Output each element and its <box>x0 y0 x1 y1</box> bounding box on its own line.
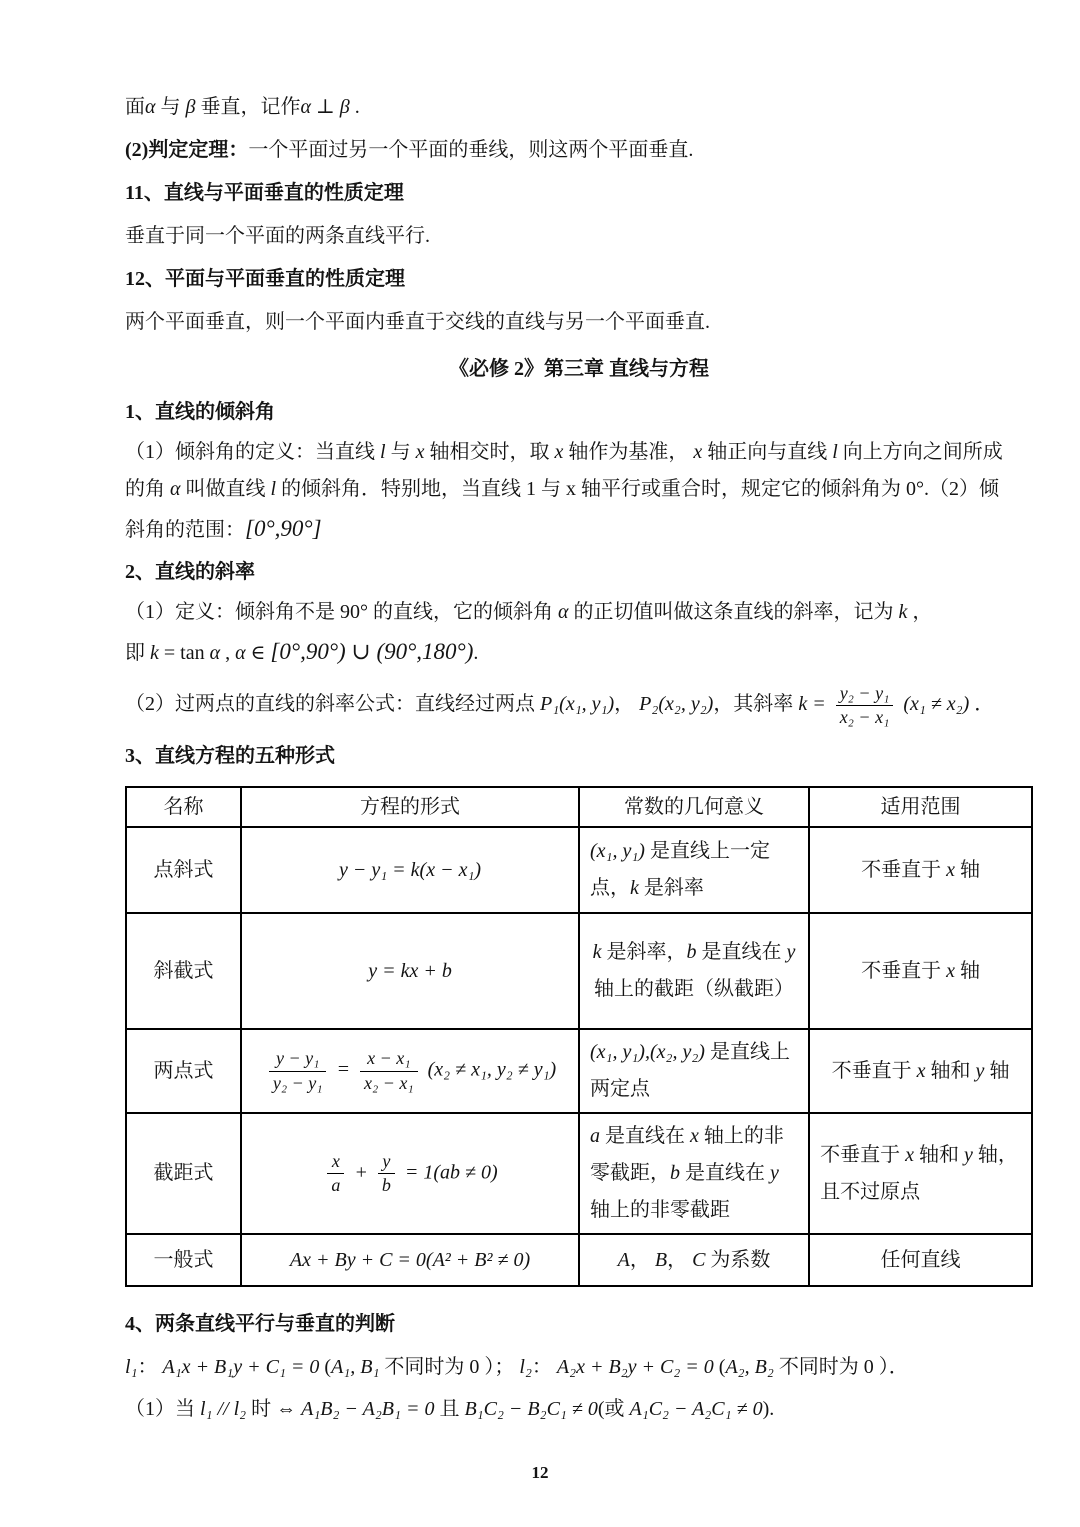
text-segment: . <box>473 641 479 664</box>
text-segment: ( <box>713 1356 726 1379</box>
header-equation-form: 方程的形式 <box>241 787 579 827</box>
text-segment: 轴 <box>984 1059 1010 1082</box>
text-segment: （1）当 <box>125 1398 200 1421</box>
text-segment: 即 <box>125 641 150 664</box>
row1-meaning <box>579 827 809 913</box>
table-row-general <box>126 1234 1032 1286</box>
text-segment: 与 <box>385 441 416 463</box>
s4-parallel-condition <box>125 1388 1033 1430</box>
text-segment: 不垂直于 <box>831 1059 917 1082</box>
text-segment: a <box>589 1125 600 1148</box>
text-segment: A <box>617 1248 630 1271</box>
text-segment: (2)判定定理： <box>125 139 249 161</box>
row2-formula: y = kx + b <box>368 959 452 982</box>
text-segment: A₁B₂ − A₂B₁ = 0 <box>301 1398 435 1421</box>
fraction-x-over-a <box>327 1150 344 1198</box>
text-segment: ， <box>907 600 933 623</box>
row4-equals-condition: = 1(ab ≠ 0) <box>404 1161 498 1184</box>
text-segment: 轴和 <box>925 1059 976 1082</box>
header-constant-meaning: 常数的几何意义 <box>579 787 809 827</box>
text-segment: l₁ // l₂ <box>200 1398 247 1421</box>
text-segment: l₁ <box>125 1356 138 1379</box>
text-segment: [0°,90°) ∪ (90°,180°) <box>270 638 474 664</box>
text-segment: 不同时为 0 ）； <box>379 1356 520 1379</box>
text-segment: x <box>905 1143 914 1166</box>
row4-formula <box>241 1113 579 1234</box>
slope-formula-intro <box>125 693 798 715</box>
text-segment: α <box>145 96 156 118</box>
row3-name: 两点式 <box>126 1029 241 1113</box>
paragraph-plane-perpendicular <box>125 86 1033 129</box>
s1-paragraph-line3 <box>125 508 1033 551</box>
text-segment: β <box>185 96 196 118</box>
paragraph-judgment-theorem <box>125 129 1033 172</box>
plus-sign: + <box>354 1161 368 1184</box>
text-segment: 的倾斜角．特别地，当直线 1 与 x 轴平行或重合时，规定它的倾斜角为 0°.（2）倾 <box>276 478 1000 500</box>
text-segment: 轴作为基准， <box>563 441 694 463</box>
row3-formula <box>241 1029 579 1113</box>
text-segment: 是直线在 <box>696 941 787 964</box>
text-segment: A₂x + B₂y + C₂ = 0 <box>556 1356 714 1379</box>
text-segment: y <box>963 1143 973 1166</box>
page-number: 12 <box>531 1463 549 1482</box>
text-segment: C <box>692 1248 706 1271</box>
fraction-numerator: x − x₁ <box>360 1047 418 1071</box>
fraction-numerator: x <box>327 1150 344 1174</box>
line-equation-forms-table <box>125 786 1033 1287</box>
text-segment: 轴 <box>954 858 980 881</box>
text-segment: 一个平面过另一个平面的垂线，则这两个平面垂直. <box>248 139 694 161</box>
text-segment: 是斜率 <box>638 877 704 900</box>
text-segment: ). <box>762 1398 775 1421</box>
text-segment: （1）定义：倾斜角不是 90° 的直线，它的倾斜角 <box>125 600 558 623</box>
section-heading-2: 2、直线的斜率 <box>125 560 255 583</box>
fraction-denominator: x₂ − x₁ <box>839 707 890 727</box>
row1-formula: y − y₁ = k(x − x₁) <box>338 858 482 881</box>
text-segment: (x₁, y₁),(x₂, y₂) <box>589 1041 705 1064</box>
text-segment: 不垂直于 <box>861 858 947 881</box>
text-segment: α <box>235 641 246 664</box>
section-heading-3: 3、直线方程的五种形式 <box>125 745 335 768</box>
fraction-left <box>269 1047 327 1095</box>
text-segment: l₂ <box>519 1356 532 1379</box>
text-segment: α <box>170 478 181 500</box>
text-segment: k <box>629 877 639 900</box>
text-segment: 且 <box>434 1398 465 1421</box>
row3-condition: (x₂ ≠ x₁, y₂ ≠ y₁) <box>427 1058 557 1081</box>
text-segment: 叫做直线 <box>180 478 271 500</box>
fraction-numerator: y <box>378 1150 395 1174</box>
text-segment: 与 <box>155 96 186 118</box>
row5-formula: Ax + By + C = 0(A² + B² ≠ 0) <box>289 1248 531 1271</box>
text-segment: x <box>946 959 955 982</box>
text-segment: x <box>693 441 703 463</box>
section-heading-1: 1、直线的倾斜角 <box>125 401 275 423</box>
section-heading-12: 12、平面与平面垂直的性质定理 <box>125 268 405 290</box>
text-segment: (x₁, y₁) <box>589 840 645 863</box>
paragraph-12: 两个平面垂直，则一个平面内垂直于交线的直线与另一个平面垂直. <box>125 311 710 333</box>
text-segment: , <box>220 641 236 664</box>
text-segment: y <box>769 1162 779 1185</box>
text-segment: 面 <box>125 96 145 118</box>
text-segment: y <box>975 1059 985 1082</box>
text-segment: 轴，且不过原点 <box>820 1143 1018 1203</box>
text-segment: 任何直线 <box>880 1248 961 1271</box>
row3-scope <box>809 1029 1032 1113</box>
text-segment: x <box>916 1059 926 1082</box>
row4-scope <box>809 1113 1032 1234</box>
fraction-numerator: y − y₁ <box>269 1047 327 1071</box>
text-segment: 不垂直于 <box>820 1143 906 1166</box>
table-row-intercept <box>126 1113 1032 1234</box>
text-segment: 的角 <box>125 478 170 500</box>
text-segment: 不同时为 0 ）． <box>773 1356 909 1379</box>
text-segment: （2）过两点的直线的斜率公式：直线经过两点 <box>125 693 540 716</box>
s2-definition-line <box>125 594 1033 631</box>
s4-lines-definition <box>125 1346 1033 1388</box>
fraction-y-over-b <box>378 1150 395 1198</box>
table-row-slope-intercept <box>126 913 1032 1029</box>
text-segment: 时 ⇔ <box>246 1398 302 1421</box>
text-segment: 是直线上一定点， <box>589 840 770 900</box>
text-segment: ， <box>614 693 640 716</box>
text-segment: 为系数 <box>705 1248 771 1271</box>
row2-name: 斜截式 <box>126 913 241 1029</box>
paragraph-11: 垂直于同一个平面的两条直线平行. <box>125 225 430 247</box>
text-segment: (或 <box>597 1398 630 1421</box>
slope-condition: (x₁ ≠ x₂) <box>903 693 970 716</box>
fraction-right <box>360 1047 418 1095</box>
text-segment: 轴正向与直线 <box>702 441 833 463</box>
text-segment: ∈ <box>245 641 271 664</box>
text-segment: 轴上的非零截距， <box>589 1125 784 1185</box>
text-segment: . <box>349 96 360 118</box>
text-segment: 轴上的非零截距 <box>589 1199 730 1222</box>
slope-formula-end: ． <box>974 693 995 716</box>
s2-tan-formula-line <box>125 631 1033 674</box>
text-segment: x <box>554 441 564 463</box>
equals-sign: = <box>336 1058 350 1081</box>
text-segment: 向上方向之间所成 <box>837 441 1003 463</box>
text-segment: ： <box>531 1356 557 1379</box>
text-segment: ，其斜率 <box>713 693 799 716</box>
text-segment: x <box>415 441 425 463</box>
text-segment: y <box>786 941 796 964</box>
text-segment: 是斜率， <box>601 941 687 964</box>
text-segment: x <box>689 1125 699 1148</box>
row4-name: 截距式 <box>126 1113 241 1234</box>
text-segment: b <box>686 941 697 964</box>
text-segment: 的正切值叫做这条直线的斜率，记为 <box>568 600 899 623</box>
header-scope: 适用范围 <box>809 787 1032 827</box>
table-header-row <box>126 787 1032 827</box>
text-segment: 轴和 <box>913 1143 964 1166</box>
text-segment: k <box>592 941 602 964</box>
text-segment: b <box>669 1162 680 1185</box>
s1-paragraph-line1 <box>125 434 1033 471</box>
text-segment: ： <box>137 1356 163 1379</box>
text-segment: k <box>898 600 908 623</box>
s1-paragraph-line2 <box>125 471 1033 508</box>
text-segment: B₁C₂ − B₂C₁ ≠ 0 <box>464 1398 598 1421</box>
text-segment: ( <box>319 1356 332 1379</box>
chapter-title: 《必修 2》第三章 直线与方程 <box>449 358 709 380</box>
fraction-denominator: y₂ − y₁ <box>272 1072 323 1093</box>
text-segment: A₁, B₁ <box>331 1356 380 1379</box>
fraction-denominator: x₂ − x₁ <box>363 1072 414 1093</box>
row2-scope <box>809 913 1032 1029</box>
text-segment: （1）倾斜角的定义：当直线 <box>125 441 380 463</box>
text-segment: α ⊥ β <box>300 96 350 118</box>
text-segment: α <box>209 641 221 664</box>
slope-k-equals: k = <box>798 693 826 716</box>
text-segment: 轴相交时，取 <box>424 441 555 463</box>
text-segment: 是直线上两定点 <box>589 1041 790 1101</box>
text-segment: A₁C₂ − A₂C₁ ≠ 0 <box>629 1398 763 1421</box>
text-segment: A₂, B₂ <box>725 1356 774 1379</box>
text-segment: k <box>150 641 159 664</box>
text-segment: 是直线在 <box>599 1125 690 1148</box>
row1-name: 点斜式 <box>126 827 241 913</box>
text-segment: [0°,90°] <box>245 516 322 541</box>
text-segment: x <box>946 858 955 881</box>
text-segment: A₁x + B₁y + C₁ = 0 <box>162 1356 320 1379</box>
table-row-two-point <box>126 1029 1032 1113</box>
text-segment: α <box>558 600 569 623</box>
text-segment: 不垂直于 <box>861 959 947 982</box>
text-segment: 斜角的范围： <box>125 519 245 541</box>
section-4-block <box>125 1303 1033 1430</box>
text-segment: 轴上的截距（纵截距） <box>594 978 795 1001</box>
section-heading-11: 11、直线与平面垂直的性质定理 <box>125 182 404 204</box>
fraction-denominator: a <box>331 1175 341 1196</box>
section-heading-4: 4、两条直线平行与垂直的判断 <box>125 1313 395 1336</box>
text-segment: = tan <box>158 641 210 664</box>
header-name: 名称 <box>126 787 241 827</box>
text-segment: 轴 <box>954 959 980 982</box>
row3-meaning <box>579 1029 809 1113</box>
row4-meaning <box>579 1113 809 1234</box>
text-segment: l <box>380 441 386 463</box>
row2-meaning <box>579 913 809 1029</box>
text-segment: P₁(x₁, y₁) <box>540 693 615 716</box>
text-segment: 垂直，记作 <box>195 96 301 118</box>
row1-scope <box>809 827 1032 913</box>
text-segment: l <box>270 478 277 500</box>
text-segment: 是直线在 <box>679 1162 770 1185</box>
text-segment: ， <box>629 1248 655 1271</box>
text-segment: l <box>832 441 838 463</box>
text-segment: P₂(x₂, y₂) <box>639 693 714 716</box>
table-row-point-slope <box>126 827 1032 913</box>
fraction-numerator: y₂ − y₁ <box>836 682 894 706</box>
fraction-denominator: b <box>381 1175 391 1196</box>
s2-slope-formula-line <box>125 673 1033 735</box>
row5-scope <box>809 1234 1032 1286</box>
text-segment: B <box>654 1248 668 1271</box>
slope-fraction <box>836 682 894 730</box>
row5-name: 一般式 <box>126 1234 241 1286</box>
row5-meaning <box>579 1234 809 1286</box>
text-segment: ， <box>667 1248 693 1271</box>
